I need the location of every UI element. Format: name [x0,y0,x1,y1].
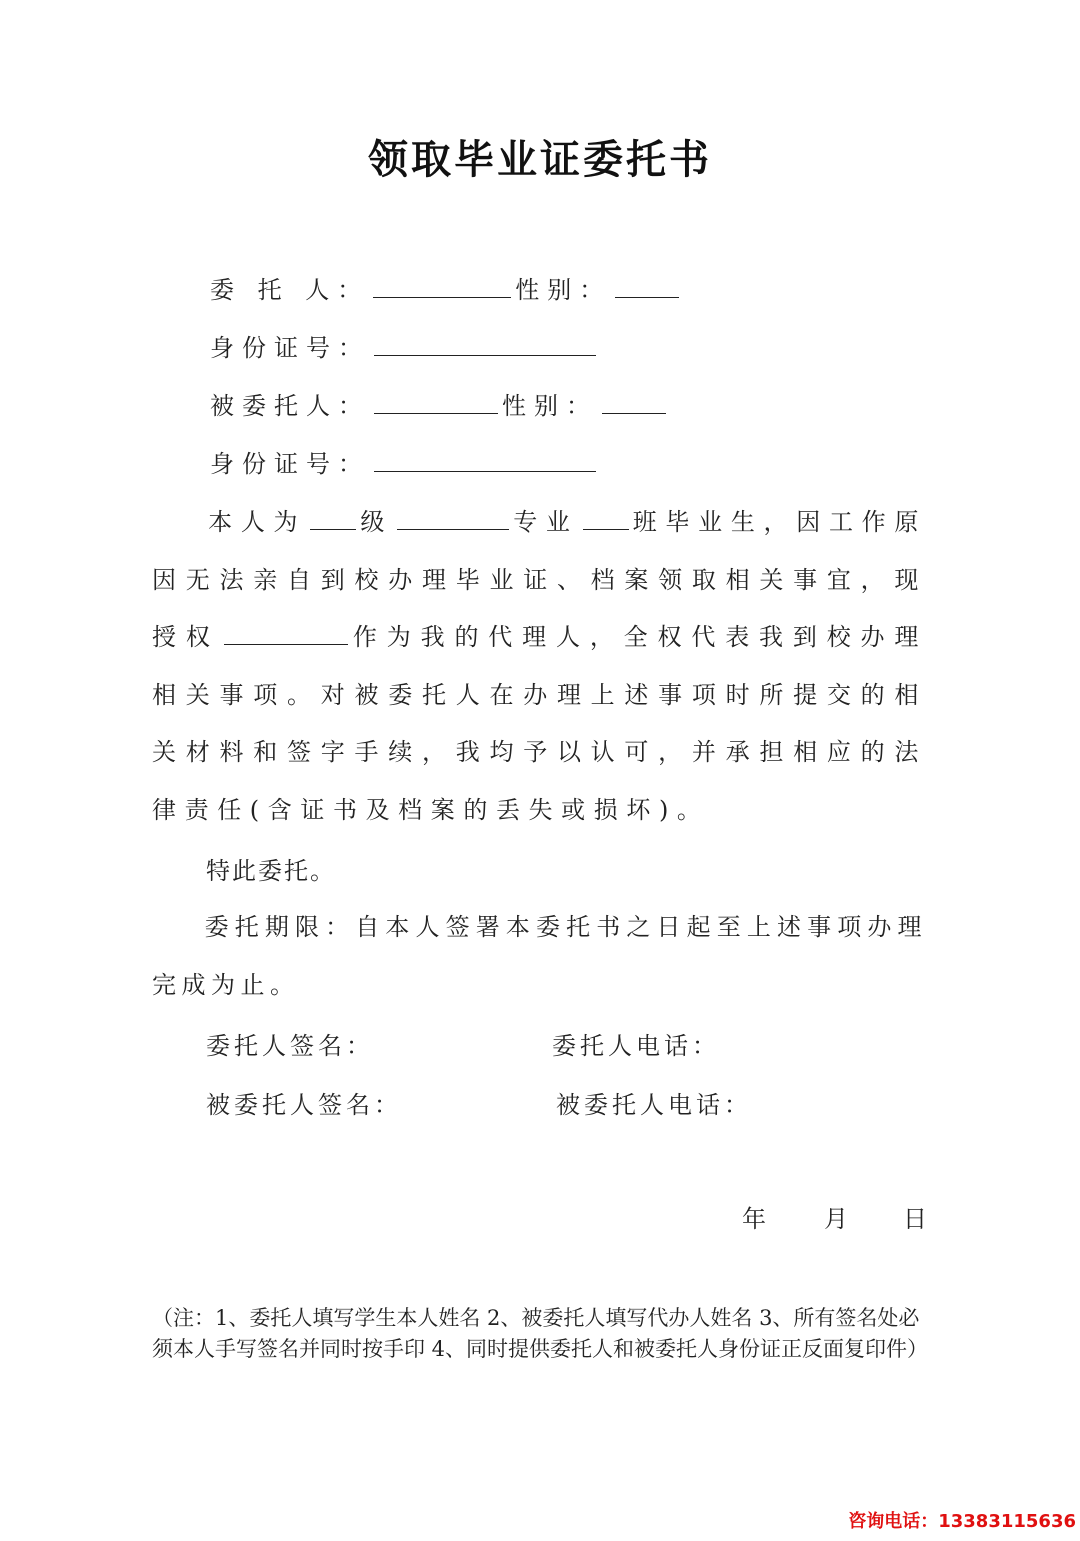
date-year: 年 [742,1205,770,1233]
agent-name-field[interactable] [374,391,498,414]
principal-phone-label: 委托人电话： [552,1032,720,1060]
footnote: （注：1、委托人填写学生本人姓名 2、被委托人填写代办人姓名 3、所有签名处必须本人手写签名并同时按手印 4、同时提供委托人和被委托人身份证正反面复印件） [152,1306,929,1361]
major-field[interactable] [397,507,509,530]
agent-name-inline-field[interactable] [224,622,348,645]
id-label-2: 身份证号： [210,450,370,478]
principal-id-field[interactable] [374,333,596,356]
principal-row [210,275,683,305]
grade-field[interactable] [310,507,356,530]
principal-signature-label: 委托人签名： [206,1032,374,1060]
agent-signature-label: 被委托人签名： [206,1091,402,1119]
gender-label: 性别： [515,276,612,304]
date-month: 月 [824,1205,852,1233]
entrust-statement: 特此委托。 [206,857,336,885]
gender-label-2: 性别： [502,392,598,420]
body-text-c: 专业 [513,508,579,536]
authorization-paragraph [152,494,927,839]
agent-id-field[interactable] [374,449,596,472]
principal-label: 委 托 人： [210,276,370,304]
id-label: 身份证号： [210,334,370,362]
principal-gender-field[interactable] [615,275,679,298]
class-field[interactable] [583,507,629,530]
body-text-d: 班毕业生，因工作原因无法亲自到校办理毕业证、档案领取相关事宜，现授权 [152,508,927,651]
agent-id-row [210,449,600,479]
principal-name-field[interactable] [373,275,511,298]
contact-phone: 咨询电话：13383115636 [848,1511,1076,1532]
agent-gender-field[interactable] [602,391,666,414]
agent-label: 被委托人： [210,392,370,420]
body-text-a: 本人为 [208,508,307,536]
body-text-b: 级 [360,508,394,536]
agent-phone-label: 被委托人电话： [556,1091,752,1119]
principal-id-row [210,333,600,363]
agent-row [210,391,670,421]
body-text-e: 作为我的代理人，全权代表我到校办理相关事项。对被委托人在办理上述事项时所提交的相关材料和签字手续，我均予以认可，并承担相应的法律责任(含证书及档案的丢失或损坏)。 [152,623,927,824]
term-text: 委托期限：自本人签署本委托书之日起至上述事项办理完成为止。 [152,913,927,999]
document-title: 领取毕业证委托书 [368,136,712,183]
date-day: 日 [903,1205,931,1233]
term-paragraph [152,899,927,1014]
